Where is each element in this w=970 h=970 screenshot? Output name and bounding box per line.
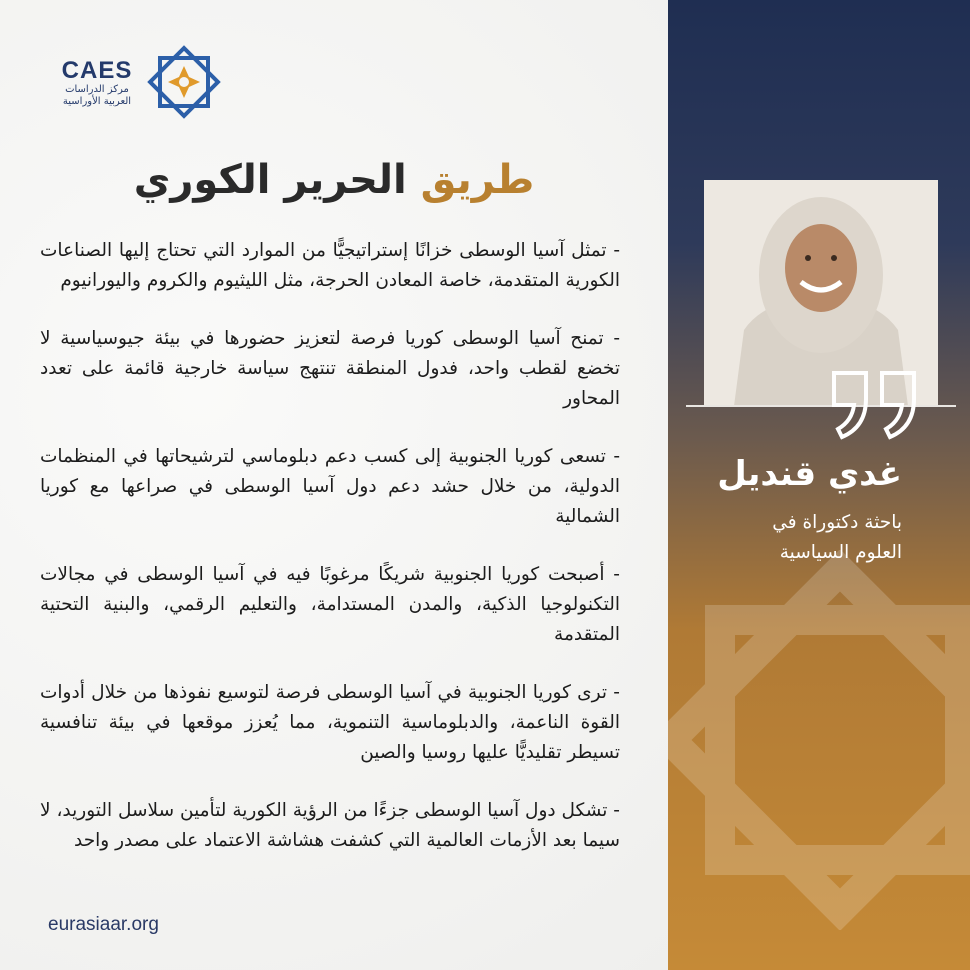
author-name: غدي قنديل [717,454,902,494]
logo-abbr: CAES [61,57,133,84]
quote-icon [828,365,922,445]
bullet-paragraph: - تمثل آسيا الوسطى خزانًا إستراتيجيًّا من الموارد التي تحتاج إليها الصناعات الكورية المتقدمة، خاصة المعادن الحرجة، مثل الليثيوم والكروم واليورانيوم [40,240,620,291]
bullet-list [40,236,620,884]
bullet-paragraph: - تمنح آسيا الوسطى كوريا فرصة لتعزيز حضورها في بيئة جيوسياسية لا تخضع لقطب واحد، فدول المنطقة تنتهج سياسة خارجية قائمة على تعدد المحاور [40,328,620,409]
logo-text [52,58,142,108]
logo-name-line2: العربية الأوراسية [62,96,132,107]
author-role [668,508,902,568]
bullet-paragraph: - أصبحت كوريا الجنوبية شريكًا مرغوبًا فيه في آسيا الوسطى في مجالات التكنولوجيا الذكية، والمدن المستدامة، والتعليم الرقمي، والبنية التحتية المتقدمة [40,564,620,645]
author-role-line1: باحثة دكتوراة في [772,512,902,533]
title-rest: الحرير الكوري [133,157,407,203]
bullet-paragraph: - تسعى كوريا الجنوبية إلى كسب دعم دبلوماسي لترشيحاتها في المنظمات الدولية، من خلال حشد دعم دول آسيا الوسطى في صراعها مع كوريا الشمالية [40,446,620,527]
caes-logo [52,44,222,124]
background-pattern-icon [668,550,970,930]
author-role-line2: العلوم السياسية [779,542,902,563]
website-url: eurasiaar.org [48,914,159,935]
logo-name-line1: مركز الدراسات [65,84,129,95]
title-highlight: طريق [420,157,535,203]
bullet-paragraph: - تشكل دول آسيا الوسطى جزءًا من الرؤية الكورية لتأمين سلاسل التوريد، لا سيما بعد الأزمات العالمية التي كشفت هشاشة الاعتماد على مصدر واحد [40,800,620,851]
bullet-paragraph: - ترى كوريا الجنوبية في آسيا الوسطى فرصة لتوسيع نفوذها من خلال أدوات القوة الناعمة، والدبلوماسية التنموية، مما يُعزز موقعها في بيئة تنافسية تسيطر تقليديًّا عليها روسيا والصين [40,682,620,763]
page-title [0,150,668,210]
logo-star-icon [146,44,222,120]
